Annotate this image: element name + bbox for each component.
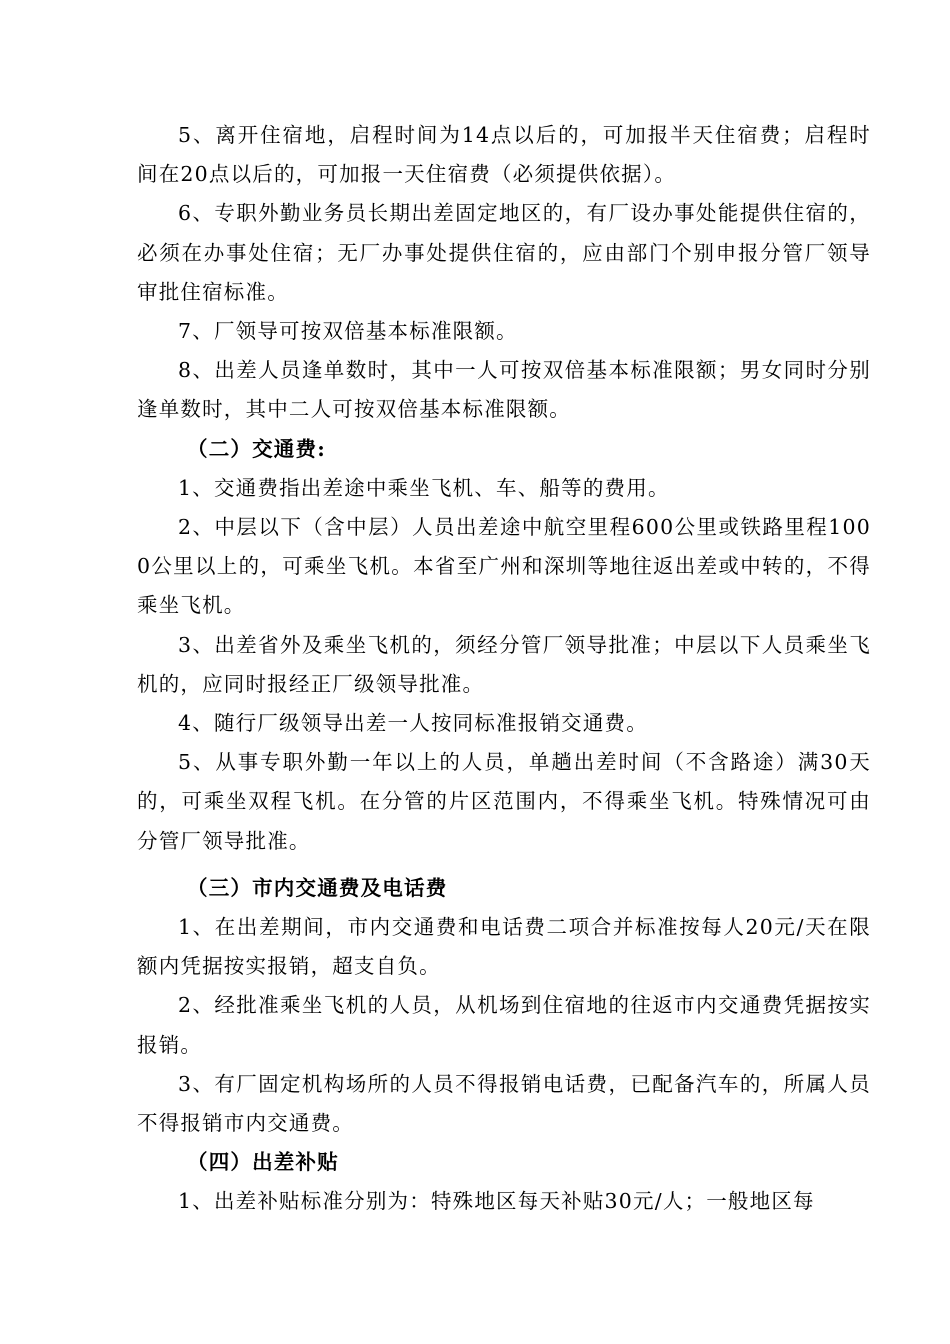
paragraph-lodging-6: 6、专职外勤业务员长期出差固定地区的，有厂设办事处能提供住宿的，必须在办事处住宿；无厂办事处提供住宿的，应由部门个别申报分管厂领导审批住宿标准。: [137, 201, 871, 304]
section-heading-city-transport-phone: （三）市内交通费及电话费: [187, 875, 448, 900]
section-heading-transport: （二）交通费:: [187, 436, 326, 461]
paragraph-city-2: 2、经批准乘坐飞机的人员，从机场到住宿地的往返市内交通费凭据按实报销。: [137, 993, 871, 1057]
paragraph-lodging-7: 7、厂领导可按双倍基本标准限额。: [178, 319, 518, 344]
paragraph-transport-3: 3、出差省外及乘坐飞机的，须经分管厂领导批准；中层以下人员乘坐飞机的，应同时报经正厂级领导批准。: [137, 632, 871, 696]
paragraph-lodging-8: 8、出差人员逢单数时，其中一人可按双倍基本标准限额；男女同时分别逢单数时，其中二人可按双倍基本标准限额。: [137, 358, 871, 422]
paragraph-transport-1: 1、交通费指出差途中乘坐飞机、车、船等的费用。: [178, 475, 670, 500]
paragraph-transport-5: 5、从事专职外勤一年以上的人员，单趟出差时间（不含路途）满30天的，可乘坐双程飞机。在分管的片区范围内，不得乘坐飞机。特殊情况可由分管厂领导批准。: [137, 750, 871, 853]
paragraph-transport-4: 4、随行厂级领导出差一人按同标准报销交通费。: [178, 711, 648, 736]
paragraph-city-1: 1、在出差期间，市内交通费和电话费二项合并标准按每人20元/天在限额内凭据按实报销，超支自负。: [137, 915, 871, 979]
section-heading-travel-allowance: （四）出差补贴: [187, 1150, 339, 1175]
paragraph-allowance-1: 1、出差补贴标准分别为：特殊地区每天补贴30元/人；一般地区每: [178, 1189, 815, 1214]
paragraph-transport-2: 2、中层以下（含中层）人员出差途中航空里程600公里或铁路里程1000公里以上的，可乘坐飞机。本省至广州和深圳等地往返出差或中转的，不得乘坐飞机。: [137, 515, 871, 618]
paragraph-lodging-5: 5、离开住宿地，启程时间为14点以后的，可加报半天住宿费；启程时间在20点以后的，可加报一天住宿费（必须提供依据）。: [137, 123, 871, 187]
document-page: [137, 116, 871, 1222]
paragraph-city-3: 3、有厂固定机构场所的人员不得报销电话费，已配备汽车的，所属人员不得报销市内交通费。: [137, 1071, 871, 1136]
